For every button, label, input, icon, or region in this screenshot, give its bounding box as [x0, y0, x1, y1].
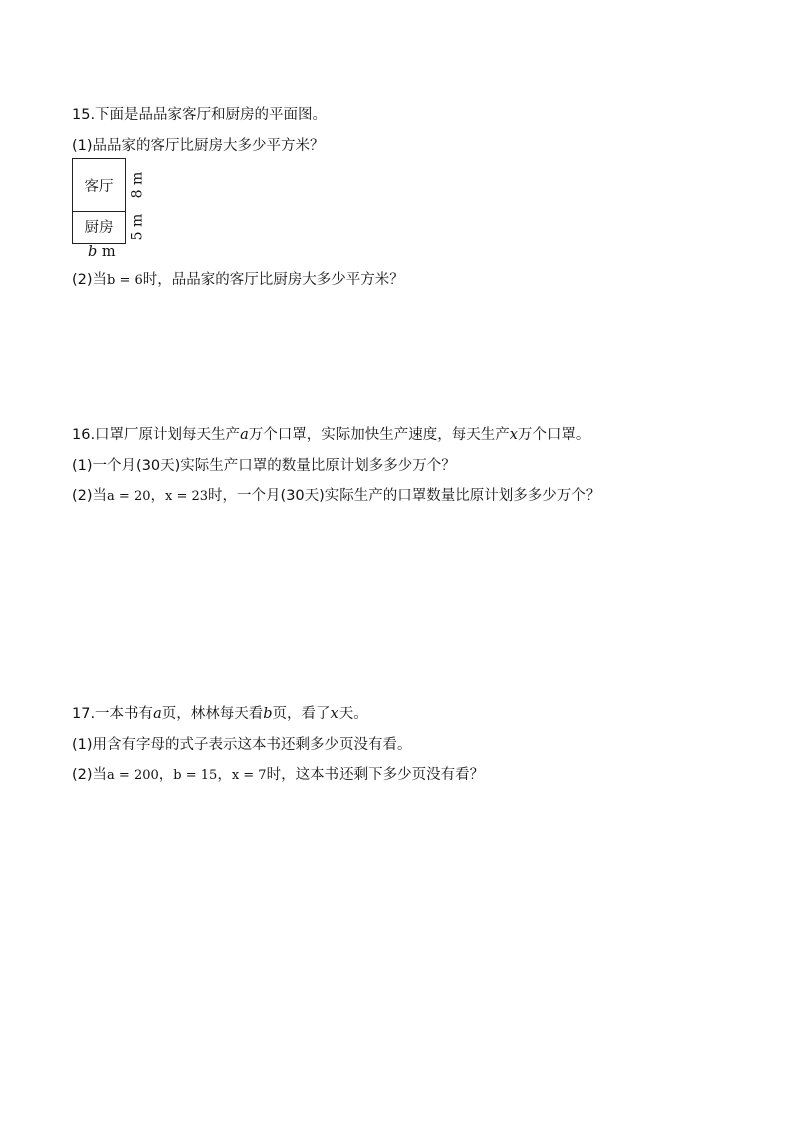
q17-part2 — [72, 765, 484, 786]
q16-part1: (1)一个月(30天)实际生产口罩的数量比原计划多多少万个？ — [72, 458, 456, 474]
q16-part2-suffix: 时，一个月(30天)实际生产的口罩数量比原计划多多少万个？ — [208, 488, 601, 504]
q16-title-c: 万个口罩。 — [517, 427, 591, 443]
q17-part2-expr-b: b = 15 — [173, 768, 218, 783]
q17-title — [72, 704, 368, 724]
q16-part2-expr-x: x = 23 — [165, 489, 209, 504]
floor-plan-diagram — [72, 158, 126, 244]
q17-part2-sep1: ， — [158, 767, 174, 783]
q16-part2-sep: ， — [150, 488, 165, 504]
width-unit: m — [101, 244, 116, 260]
q17-title-a: 17.一本书有 — [72, 706, 154, 722]
q15-part1: (1)品品家的客厅比厨房大多少平方米？ — [72, 138, 325, 154]
q17-part2-prefix: (2)当 — [72, 767, 108, 783]
q17-var-a: a — [153, 706, 162, 722]
q17-title-b: 页，林林每天看 — [161, 706, 264, 722]
living-room-label: 客厅 — [84, 178, 114, 195]
q16-title-a: 16.口罩厂原计划每天生产 — [72, 427, 241, 443]
q17-title-d: 天。 — [338, 706, 368, 722]
q15-part2-prefix: (2)当 — [72, 272, 108, 288]
width-dimension — [88, 244, 116, 260]
width-variable: b — [88, 244, 98, 260]
q15-part2-expr: b = 6 — [107, 273, 143, 288]
q17-part2-expr-a: a = 200 — [107, 768, 159, 783]
q17-part2-sep2: ， — [217, 767, 232, 783]
q15-part2-suffix: 时，品品家的客厅比厨房大多少平方米？ — [142, 272, 404, 288]
q17-part1: (1)用含有字母的式子表示这本书还剩多少页没有看。 — [72, 737, 412, 753]
q16-var-a: a — [240, 427, 249, 443]
kitchen-dimension: 5 m — [129, 213, 146, 241]
q17-part2-expr-x: x = 7 — [231, 768, 267, 783]
kitchen-label: 厨房 — [84, 220, 114, 236]
q16-part2 — [72, 486, 600, 507]
q16-title — [72, 425, 590, 445]
q17-var-b: b — [263, 706, 273, 722]
living-room-dimension: 8 m — [129, 171, 146, 199]
living-room-box — [72, 158, 126, 212]
q15-part2 — [72, 270, 404, 291]
kitchen-box — [72, 210, 126, 244]
q16-var-x: x — [509, 427, 518, 443]
q17-part2-suffix: 时，这本书还剩下多少页没有看？ — [266, 767, 485, 783]
q16-part2-prefix: (2)当 — [72, 488, 108, 504]
q15-title: 15.下面是品品家客厅和厨房的平面图。 — [72, 107, 328, 123]
q17-var-x: x — [330, 706, 339, 722]
q17-title-c: 页，看了 — [272, 706, 331, 722]
q16-part2-expr-a: a = 20 — [107, 489, 151, 504]
q16-title-b: 万个口罩，实际加快生产速度，每天生产 — [248, 427, 510, 443]
